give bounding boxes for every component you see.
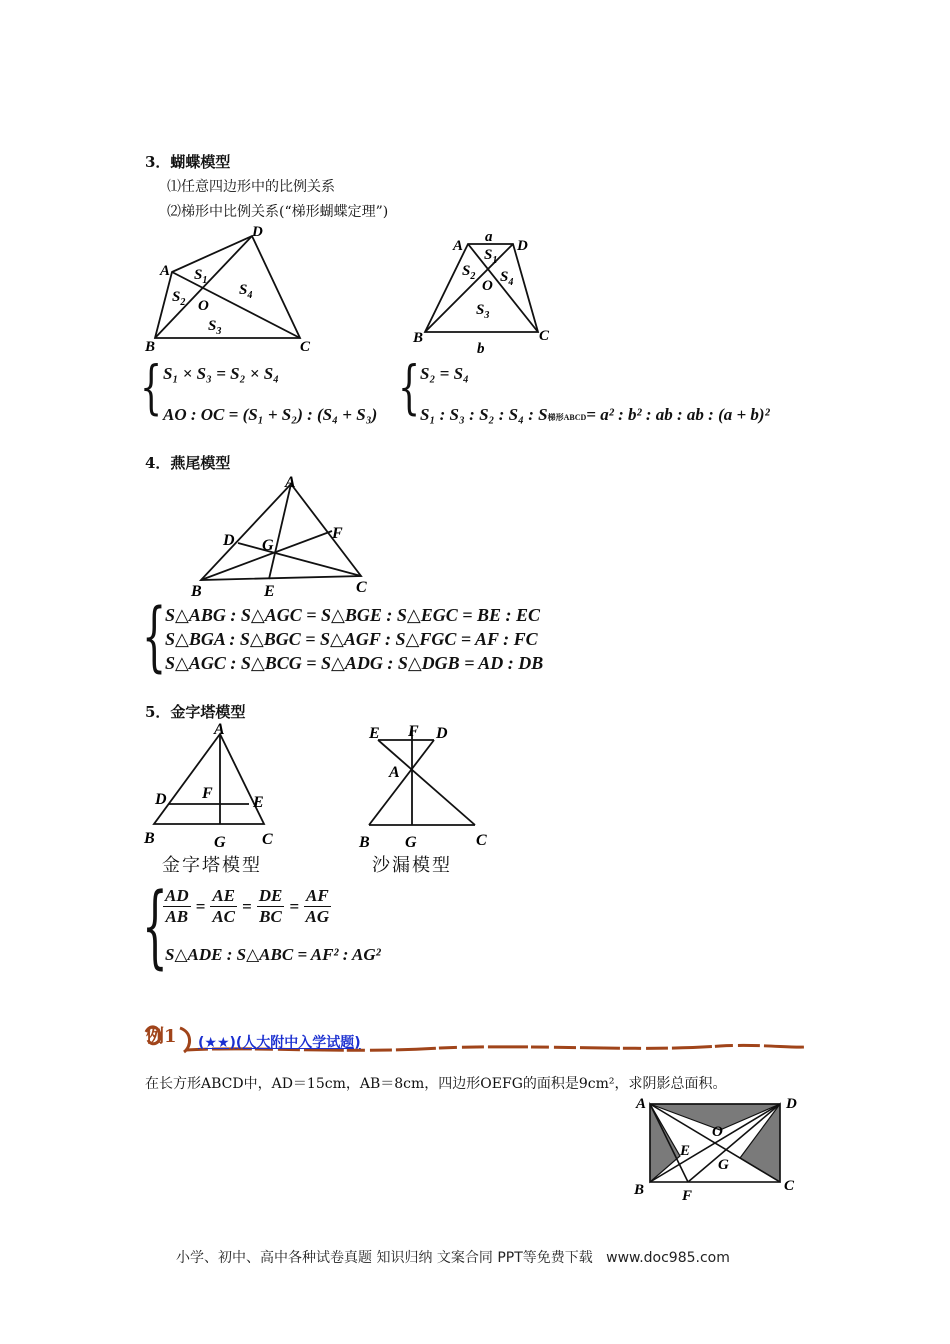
- svg-text:O: O: [198, 298, 209, 314]
- rectangle-shaded-figure: [630, 1092, 810, 1204]
- svg-text:S1: $S_1$: [484, 247, 498, 266]
- swallowtail-equation-2: S△BGA : S△BGC = S△AGF : S△FGC = AF : FC: [165, 629, 538, 649]
- swallowtail-equation-1: S△ABG : S△AGC = S△BGE : S△EGC = BE : EC: [165, 605, 540, 625]
- svg-text:D: D: [155, 791, 167, 808]
- brace-icon: {: [142, 874, 168, 979]
- svg-text:G: G: [718, 1157, 729, 1173]
- trapezoid-eq2-right: = a² : b² : ab : ab : (a + b)²: [586, 405, 770, 424]
- svg-text:S4: $S_4$: [500, 269, 514, 288]
- trapezoid-equation-1: S₂ = S₄: [420, 364, 469, 383]
- svg-text:D: D: [786, 1096, 797, 1112]
- svg-text:D: D: [436, 725, 448, 742]
- hourglass-caption: 沙漏模型: [372, 855, 452, 876]
- quad-equation-2: AO : OC = (S₁ + S₂) : (S₄ + S₃): [163, 405, 378, 424]
- svg-text:b: b: [477, 341, 485, 357]
- svg-text:S1: $S_1$: [194, 267, 208, 286]
- svg-text:A: A: [160, 263, 171, 279]
- svg-text:A: A: [636, 1096, 647, 1112]
- svg-text:G: G: [405, 834, 417, 850]
- svg-text:A: A: [285, 474, 296, 491]
- svg-text:S2: $S_2$: [172, 289, 186, 308]
- pyramid-area-equation: S△ADE : S△ABC = AF² : AG²: [165, 945, 381, 964]
- svg-text:E: E: [680, 1143, 691, 1159]
- svg-text:F: F: [332, 525, 343, 542]
- svg-text:C: C: [262, 831, 273, 848]
- brace-icon: {: [140, 353, 163, 421]
- svg-text:E: E: [264, 583, 275, 600]
- svg-text:C: C: [356, 579, 367, 596]
- trapezoid-equation-2: [420, 405, 770, 425]
- section3-item1: ⑴任意四边形中的比例关系: [167, 179, 335, 195]
- pyramid-figure: [140, 720, 290, 850]
- fraction-ae-ac: $\frac{AE}{AC}$: [212, 886, 235, 926]
- svg-text:E: E: [253, 794, 264, 811]
- svg-text:G: G: [262, 537, 274, 554]
- section4-title: 4．燕尾模型: [145, 454, 231, 472]
- svg-text:S4: $S_4$: [239, 282, 253, 301]
- swallowtail-equation-3: S△AGC : S△BCG = S△ADG : S△DGB = AD : DB: [165, 653, 544, 673]
- pyramid-caption: 金字塔模型: [162, 855, 262, 876]
- example-badge: 例1: [146, 1026, 177, 1047]
- page-footer: 小学、初中、高中各种试卷真题 知识归纳 文案合同 PPT等免费下载 www.doc985.com: [176, 1250, 730, 1266]
- svg-text:A: A: [389, 764, 400, 781]
- section3-title: 3．蝴蝶模型: [145, 153, 231, 171]
- svg-text:S3: $S_3$: [476, 302, 490, 321]
- svg-text:C: C: [300, 339, 311, 355]
- svg-text:C: C: [476, 832, 487, 849]
- svg-text:S2: $S_2$: [462, 263, 476, 282]
- example-source-link[interactable]: (★★)(人大附中入学试题): [198, 1035, 361, 1051]
- brace-icon: {: [142, 591, 167, 680]
- svg-text:C: C: [784, 1178, 795, 1194]
- trapezoid-eq2-left: S₁ : S₃ : S₂ : S₄ : S: [420, 405, 548, 424]
- svg-text:G: G: [214, 834, 226, 850]
- svg-text:F: F: [202, 785, 213, 802]
- section3-item2: ⑵梯形中比例关系(“梯形蝴蝶定理”): [167, 204, 389, 220]
- quad-equation-1: S₁ × S₃ = S₂ × S₄: [163, 364, 280, 383]
- svg-text:D: D: [252, 224, 263, 240]
- trapezoid-eq2-subscript: 梯形ABCD: [547, 413, 587, 422]
- svg-text:E: E: [369, 725, 380, 742]
- svg-text:A: A: [453, 238, 464, 254]
- svg-text:F: F: [682, 1188, 693, 1204]
- hourglass-figure: [355, 720, 500, 850]
- svg-text:B: B: [145, 339, 156, 355]
- svg-text:C: C: [539, 328, 550, 344]
- svg-text:B: B: [191, 583, 202, 600]
- fraction-de-bc: $\frac{DE}{BC}$: [258, 886, 283, 926]
- svg-text:S3: $S_3$: [208, 318, 222, 337]
- svg-text:A: A: [214, 721, 225, 738]
- svg-text:B: B: [359, 834, 370, 850]
- fraction-af-ag: $\frac{AF}{AG}$: [305, 886, 330, 926]
- svg-text:O: O: [482, 278, 493, 294]
- example-problem-text: 在长方形ABCD中，AD＝15cm，AB＝8cm，四边形OEFG的面积是9cm²，求阴影总面积。: [145, 1076, 727, 1092]
- svg-text:B: B: [144, 830, 155, 847]
- svg-text:B: B: [413, 330, 424, 346]
- pyramid-ratio-equation: $\frac{AD}{AB}$ = $\frac{AE}{AC}$ = $\frac{DE}{BC}$ = $\frac{AF}{AG}$: [165, 886, 330, 926]
- butterfly-trapezoid-figure: [405, 228, 565, 358]
- svg-text:B: B: [634, 1182, 645, 1198]
- swallowtail-triangle-figure: [185, 470, 385, 602]
- brace-icon: {: [398, 353, 421, 421]
- butterfly-quadrilateral-figure: [140, 220, 330, 358]
- svg-text:D: D: [517, 238, 528, 254]
- svg-text:a: a: [485, 229, 493, 245]
- svg-text:O: O: [712, 1124, 723, 1140]
- svg-text:F: F: [408, 723, 419, 740]
- svg-text:D: D: [223, 532, 235, 549]
- fraction-ad-ab: $\frac{AD}{AB}$: [165, 886, 189, 926]
- section5-title: 5．金字塔模型: [145, 703, 246, 721]
